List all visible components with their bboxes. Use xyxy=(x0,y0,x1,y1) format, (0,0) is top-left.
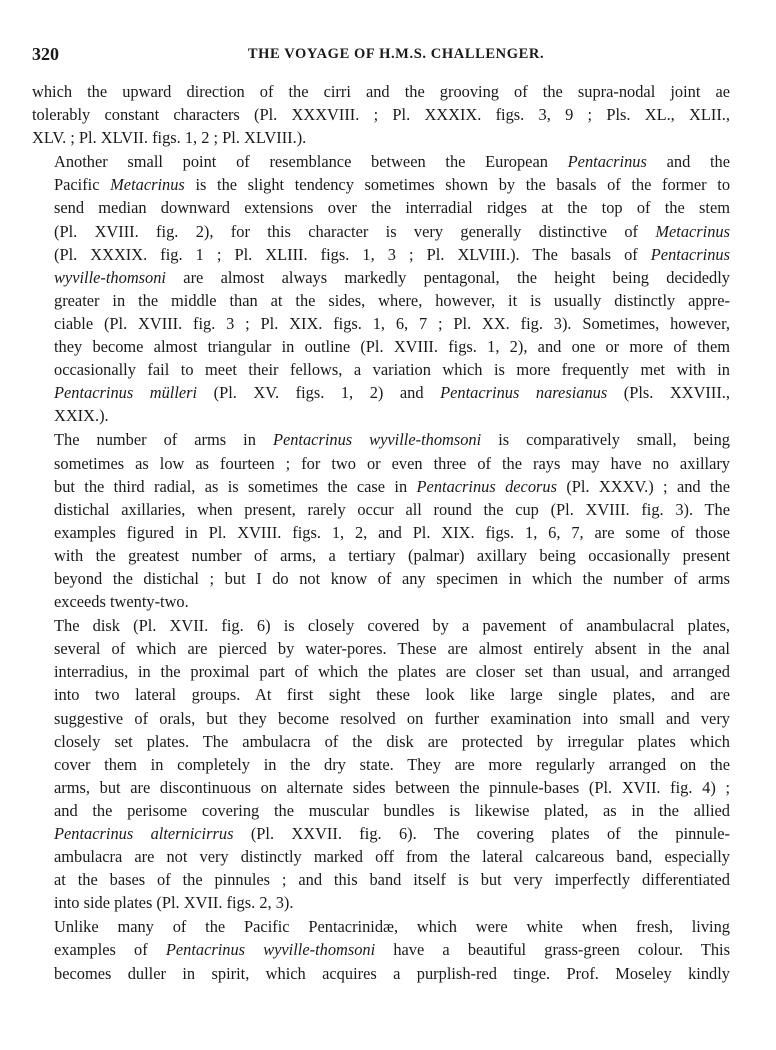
text-line: The disk (Pl. XVII. fig. 6) is closely covered by a pavement of anambulacral plates, xyxy=(54,616,730,636)
text-line: Unlike many of the Pacific Pentacrinidæ, which were white when fresh, living xyxy=(54,917,730,937)
text-line: and the perisome covering the muscular bundles is likewise plated, as in the allied xyxy=(54,800,730,820)
text-line: occasionally fail to meet their fellows, a variation which is more frequently met with in xyxy=(54,360,730,380)
text-line: Pacific Metacrinus is the slight tendency sometimes shown by the basals of the former to xyxy=(54,175,731,195)
text-line: into two lateral groups. At first sight these look like large single plates, and are xyxy=(54,685,730,705)
running-head: THE VOYAGE OF H.M.S. CHALLENGER. xyxy=(247,46,545,62)
text-line: Pentacrinus alternicirrus (Pl. XXVII. fig. 6). The covering plates of the pinnule- xyxy=(54,824,731,843)
text-line: examples of Pentacrinus wyville-thomsoni have a beautiful grass-green colour. This xyxy=(54,940,730,960)
text-line: but the third radial, as is sometimes the case in Pentacrinus decorus (Pl. XXXV.) ; and the xyxy=(54,476,731,496)
text-line: Another small point of resemblance between the European Pentacrinus and the xyxy=(54,152,731,172)
text-line: send median downward extensions over the interradial ridges at the top of the stem xyxy=(54,198,730,218)
page-header xyxy=(32,44,730,66)
page-number: 320 xyxy=(32,44,59,64)
text-line: XLV. ; Pl. XLVII. figs. 1, 2 ; Pl. XLVIII.). xyxy=(32,128,307,148)
text-line: distichal axillaries, when present, rarely occur all round the cup (Pl. XVIII. fig. 3). The xyxy=(54,499,730,519)
text-line: suggestive of orals, but they become resolved on further examination into small and very xyxy=(54,708,730,728)
text-line: cover them in completely in the dry state. They are more regularly arranged on the xyxy=(54,754,730,774)
paragraph xyxy=(32,150,730,427)
paragraph xyxy=(32,915,730,984)
text-line: arms, but are discontinuous on alternate sides between the pinnule-bases (Pl. XVII. fig. 4) ; xyxy=(54,777,730,797)
text-line: XXIX.). xyxy=(54,406,109,426)
text-line: interradius, in the proximal part of which the plates are closer set than usual, and arranged xyxy=(54,662,730,682)
text-line: into side plates (Pl. XVII. figs. 2, 3). xyxy=(54,893,294,913)
paragraph xyxy=(32,614,730,914)
text-line: exceeds twenty-two. xyxy=(54,592,189,612)
text-line: with the greatest number of arms, a tertiary (palmar) axillary being occasionally present xyxy=(54,545,730,565)
paragraph xyxy=(32,80,730,149)
text-line: ambulacra are not very distinctly marked off from the lateral calcareous band, especially xyxy=(54,847,730,867)
text-line: The number of arms in Pentacrinus wyville-thomsoni is comparatively small, being xyxy=(54,430,730,450)
text-line: becomes duller in spirit, which acquires a purplish-red tinge. Prof. Moseley kindly xyxy=(54,963,730,983)
text-line: beyond the distichal ; but I do not know of any specimen in which the number of arms xyxy=(54,568,730,588)
text-line: wyville-thomsoni are almost always markedly pentagonal, the height being decidedly xyxy=(54,267,730,287)
text-line: greater in the middle than at the sides, where, however, it is usually distinctly appre- xyxy=(54,290,730,310)
text-line: at the bases of the pinnules ; and this band itself is but very imperfectly differentiated xyxy=(54,870,730,890)
text-line: closely set plates. The ambulacra of the disk are protected by irregular plates which xyxy=(54,731,730,751)
paragraph xyxy=(32,428,730,613)
text-line: sometimes as low as fourteen ; for two or even three of the rays may have no axillary xyxy=(54,453,730,473)
text-line: Pentacrinus mülleri (Pl. XV. figs. 1, 2) and Pentacrinus naresianus (Pls. XXVIII., xyxy=(54,383,730,403)
text-line: (Pl. XVIII. fig. 2), for this character is very generally distinctive of Metacrinus xyxy=(54,221,730,241)
text-line: (Pl. XXXIX. fig. 1 ; Pl. XLIII. figs. 1, 3 ; Pl. XLVIII.). The basals of Pentacrinus xyxy=(54,244,730,264)
text-line: they become almost triangular in outline (Pl. XVIII. figs. 1, 2), and one or more of them xyxy=(54,337,730,357)
text-line: ciable (Pl. XVIII. fig. 3 ; Pl. XIX. figs. 1, 6, 7 ; Pl. XX. fig. 3). Sometimes, however, xyxy=(54,313,730,333)
text-line: which the upward direction of the cirri and the grooving of the supra-nodal joint ae xyxy=(32,82,730,101)
text-line: tolerably constant characters (Pl. XXXVIII. ; Pl. XXXIX. figs. 3, 9 ; Pls. XL., XLII., xyxy=(32,105,730,125)
text-line: examples figured in Pl. XVIII. figs. 1, 2, and Pl. XIX. figs. 1, 6, 7, are some of those xyxy=(54,522,730,542)
body-text xyxy=(32,80,730,985)
text-line: several of which are pierced by water-pores. These are almost entirely absent in the anal xyxy=(54,639,730,659)
